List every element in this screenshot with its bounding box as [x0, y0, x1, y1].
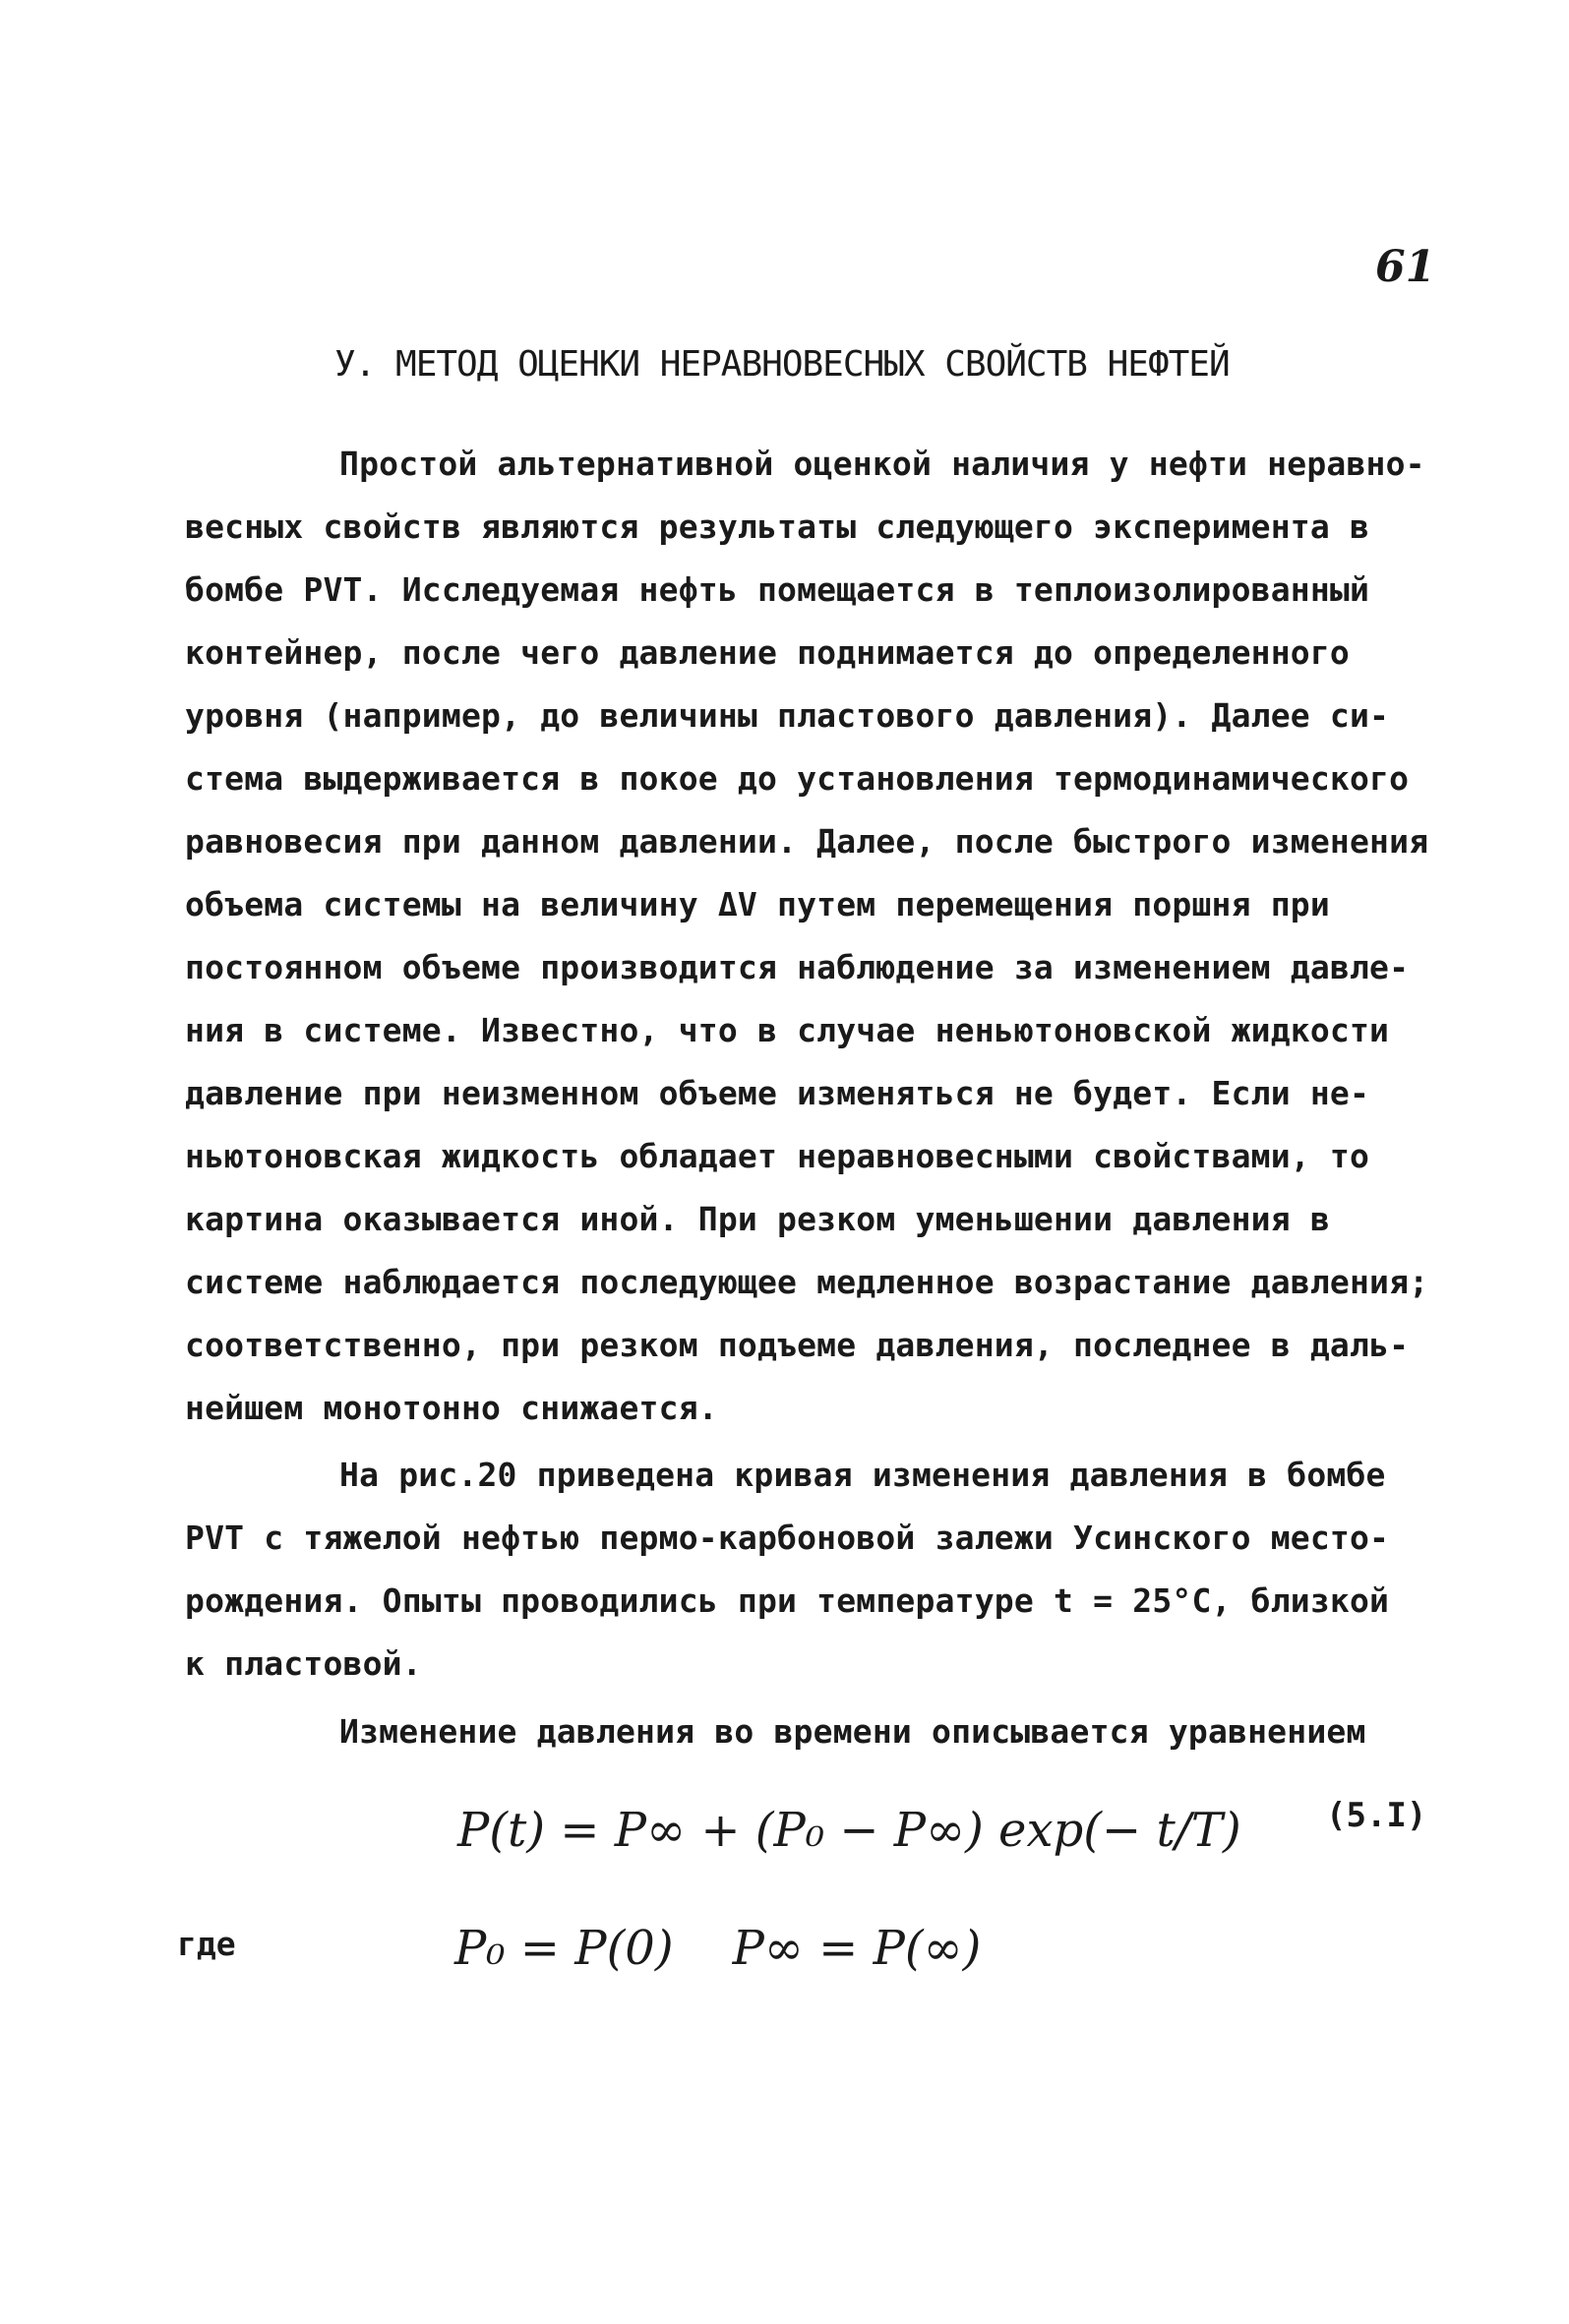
text-line: весных свойств являются результаты следующего эксперимента в — [185, 507, 1370, 546]
text-line: картина оказывается иной. При резком уменьшении давления в — [185, 1200, 1330, 1238]
text-line: На рис.20 приведена кривая изменения давления в бомбе — [339, 1456, 1386, 1494]
text-line: ния в системе. Известно, что в случае неньютоновской жидкости — [185, 1011, 1390, 1049]
text-line: уровня (например, до величины пластового давления). Далее си- — [185, 696, 1390, 735]
text-line: PVT с тяжелой нефтью пермо-карбоновой залежи Усинского место- — [185, 1519, 1390, 1557]
text-line: к пластовой. — [185, 1644, 422, 1683]
text-line: равновесия при данном давлении. Далее, после быстрого изменения — [185, 822, 1429, 861]
section-heading: У. МЕТОД ОЦЕНКИ НЕРАВНОВЕСНЫХ СВОЙСТВ НЕФТЕЙ — [334, 344, 1230, 385]
text-line: стема выдерживается в покое до установления термодинамического — [185, 759, 1410, 798]
text-line: соответственно, при резком подъеме давления, последнее в даль- — [185, 1326, 1410, 1364]
text-line: нейшем монотонно снижается. — [185, 1389, 718, 1427]
equation-number: (5.I) — [1326, 1796, 1427, 1835]
text-line: системе наблюдается последующее медленное возрастание давления; — [185, 1263, 1429, 1301]
text-line: бомбе PVT. Исследуемая нефть помещается в теплоизолированный — [185, 570, 1370, 609]
text-line: давление при неизменном объеме изменяться не будет. Если не- — [185, 1074, 1370, 1112]
text-line: постоянном объеме производится наблюдение за изменением давле- — [185, 948, 1410, 986]
text-line: ньютоновская жидкость обладает неравновесными свойствами, то — [185, 1137, 1370, 1175]
text-line: контейнер, после чего давление поднимается до определенного — [185, 633, 1350, 672]
definition-p0: P₀ = P(0) — [454, 1921, 674, 1976]
paragraph-3: Изменение давления во времени описывается уравнением — [339, 1712, 1366, 1751]
text-line: Простой альтернативной оценкой наличия у нефти неравно- — [339, 445, 1425, 483]
definition-pinf: P∞ = P(∞) — [732, 1921, 982, 1976]
definitions — [454, 1921, 981, 1976]
where-label: где — [177, 1925, 236, 1963]
equation-5-1: P(t) = P∞ + (P₀ − P∞) exp(− t/T) — [457, 1803, 1241, 1858]
text-line: рождения. Опыты проводились при температуре t = 25°С, близкой — [185, 1581, 1390, 1620]
page-number: 61 — [1375, 242, 1436, 292]
text-line: объема системы на величину ΔV путем перемещения поршня при — [185, 885, 1330, 924]
